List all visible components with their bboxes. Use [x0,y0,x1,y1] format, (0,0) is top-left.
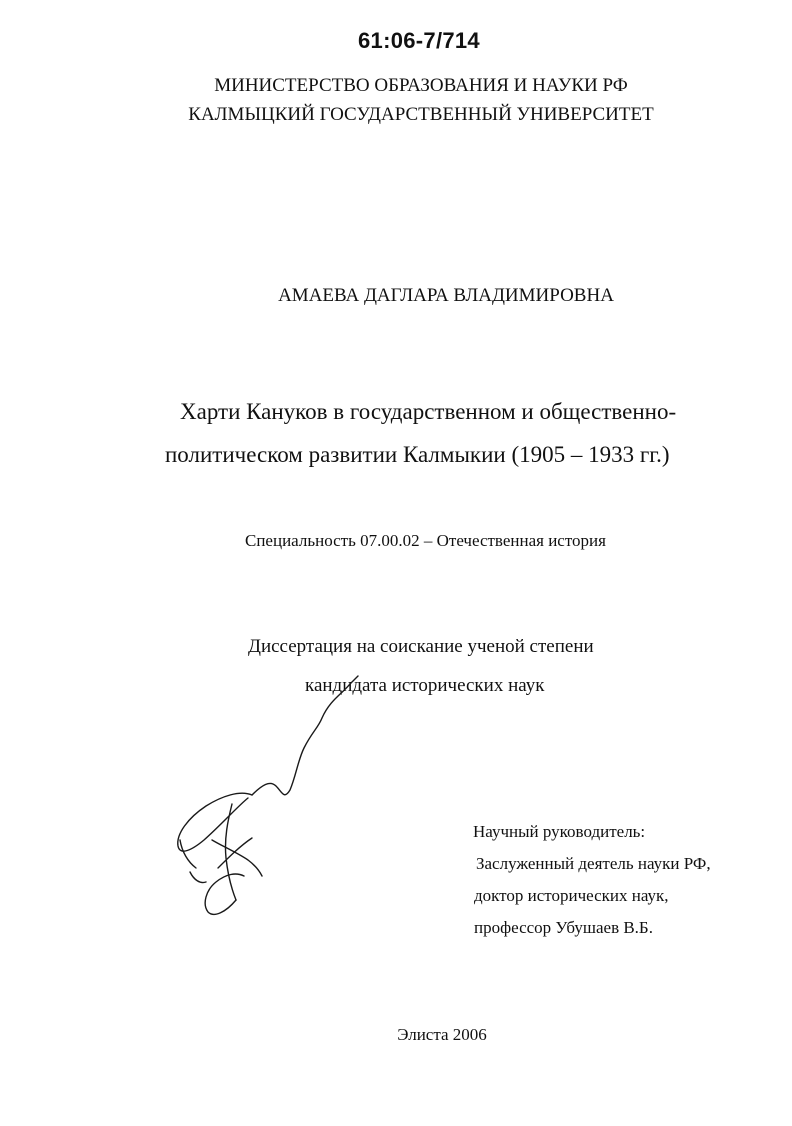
speciality-line: Специальность 07.00.02 – Отечественная история [245,531,606,550]
thesis-title-line-1: Харти Кануков в государственном и общественно- [180,399,677,424]
degree-line-2: кандидата исторических наук [305,675,545,696]
catalog-number: 61:06-7/714 [358,28,480,53]
supervisor-title-2: доктор исторических наук, [474,886,669,905]
city-year: Элиста 2006 [397,1025,487,1044]
thesis-title-line-2: политическом развитии Калмыкии (1905 – 1933 гг.) [165,442,670,467]
author-name: АМАЕВА ДАГЛАРА ВЛАДИМИРОВНА [278,285,614,306]
supervisor-label: Научный руководитель: [473,822,646,841]
degree-line-1: Диссертация на соискание ученой степени [248,636,594,657]
university-heading: КАЛМЫЦКИЙ ГОСУДАРСТВЕННЫЙ УНИВЕРСИТЕТ [188,104,654,125]
supervisor-name: профессор Убушаев В.Б. [474,918,653,937]
ministry-heading: МИНИСТЕРСТВО ОБРАЗОВАНИЯ И НАУКИ РФ [214,75,628,96]
supervisor-title-1: Заслуженный деятель науки РФ, [476,854,711,873]
